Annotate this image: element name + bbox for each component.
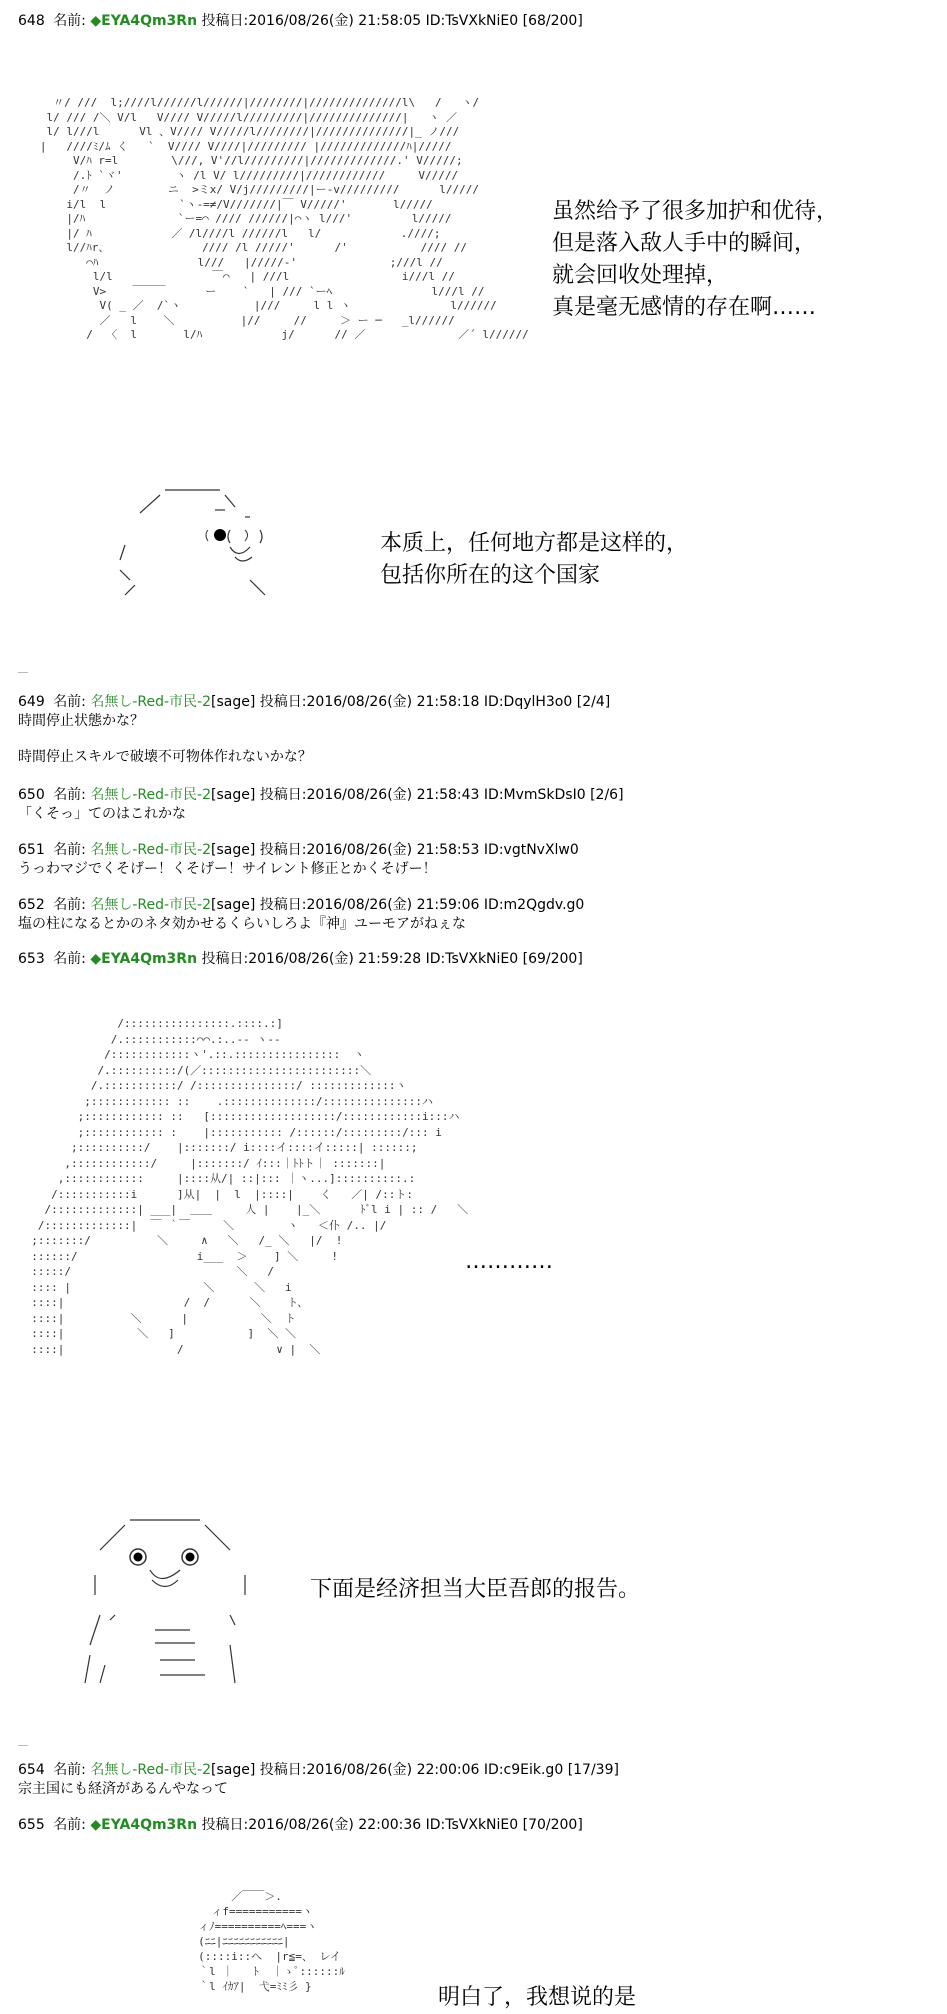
post-id[interactable]: ID:c9Eik.g0 xyxy=(483,1762,564,1778)
ascii-art-face-goro xyxy=(80,1515,260,1690)
post-count: [2/4] xyxy=(576,694,611,710)
poster-name: 名無し-Red-市民-2 xyxy=(90,787,212,803)
ascii-art-character: 〃/ /// l;////l//////l//////|////////|//////////////l\ / ヽ/ l/ /// /＼ V/l V//// V/////l/////////|//////////////| ヽ ／ l/ l///l Vl 、V//// V/////l////////|//////////////|_ ノ/// | ////ﾐ/ﾑ く ` V//// V////|///////// |/////////////ﾊ|///// V/ﾊ r=l \///, V'//l/////////|/////////////.' V/////; /.ﾄ `ヾ' ヽ /l V/ l/////////|//////////// V///// /〃 ノ ニ >ミx/ V/j/////////|ー-v///////// l///// i/l l `ヽ-=≠/V///////|￣ V/////' l///// |/ﾊ `ー=⌒ //// //////|⌒ヽ l///' l///// |/ ﾊ ／ /l////l //////l l/ .////; l//ﾊr、 //// /l /////' /' //// // ⌒ﾊ l/// |/////-' ;///l // l/l ￣⌒ | ///l i///l // V> ￣￣￣ ー ` | /// `ーﾍ l///l // V( _ ／ /`ヽ |/// l l ヽ l////// ／ l ＼ |// // ＞ ー ─ _l////// / 〈 l l/ﾊ j/ // ／ ／´ l////// xyxy=(39,96,529,341)
post-id[interactable]: ID:vgtNvXlw0 xyxy=(483,842,579,858)
post-date: 2016/08/26(金) 22:00:36 xyxy=(248,1817,422,1833)
sage-tag: [sage] xyxy=(211,1762,256,1778)
poster-name: 名無し-Red-市民-2 xyxy=(90,842,212,858)
post-id[interactable]: ID:m2Qgdv.g0 xyxy=(483,897,585,913)
post-id[interactable]: ID:TsVXkNiE0 xyxy=(425,951,519,967)
date-label: 投稿日: xyxy=(259,1762,307,1778)
post-id[interactable]: ID:DqylH3o0 xyxy=(483,694,573,710)
separator: ＿ xyxy=(18,664,28,675)
date-label: 投稿日: xyxy=(201,951,249,967)
post-number[interactable]: 653 xyxy=(18,951,45,967)
name-label: 名前: xyxy=(53,694,86,710)
caption-lines xyxy=(552,196,838,324)
date-label: 投稿日: xyxy=(259,694,307,710)
post-body: 宗主国にも経済があるんやなって xyxy=(18,1781,228,1797)
name-label: 名前: xyxy=(53,13,86,29)
post-body: うっわマジでくそげー！くそげー！サイレント修正とかくそげー！ xyxy=(18,861,437,877)
sage-tag: [sage] xyxy=(211,842,256,858)
ascii-art-face-small xyxy=(110,485,280,605)
post-body: 時間停止状態かな？ xyxy=(18,713,144,729)
post-header-652 xyxy=(18,896,584,914)
poster-name: 名無し-Red-市民-2 xyxy=(90,897,212,913)
post-id[interactable]: ID:TsVXkNiE0 xyxy=(425,13,519,29)
post-date: 2016/08/26(金) 21:58:43 xyxy=(306,787,480,803)
sage-tag: [sage] xyxy=(211,897,256,913)
caption-line: 但是落入敌人手中的瞬间， xyxy=(552,231,817,256)
name-label: 名前: xyxy=(53,897,86,913)
post-count: [68/200] xyxy=(522,13,583,29)
caption-lines: 明白了，我想说的是 xyxy=(438,1985,637,2010)
poster-name: 名無し-Red-市民-2 xyxy=(90,694,212,710)
caption-line: 真是毫无感情的存在啊…… xyxy=(552,295,817,320)
poster-trip: ◆EYA4Qm3Rn xyxy=(90,13,198,29)
sage-tag: [sage] xyxy=(211,694,256,710)
post-id[interactable]: ID:TsVXkNiE0 xyxy=(425,1817,519,1833)
date-label: 投稿日: xyxy=(201,1817,249,1833)
poster-trip: ◆EYA4Qm3Rn xyxy=(90,951,198,967)
post-header-654 xyxy=(18,1761,619,1779)
post-body: 時間停止スキルで破壊不可物体作れないかな？ xyxy=(18,749,312,765)
post-count: [70/200] xyxy=(522,1817,583,1833)
post-number[interactable]: 652 xyxy=(18,897,45,913)
post-date: 2016/08/26(金) 21:58:18 xyxy=(306,694,480,710)
post-body: 「くそっ」てのはこれかな xyxy=(18,806,186,822)
poster-trip: ◆EYA4Qm3Rn xyxy=(90,1817,198,1833)
separator: ＿ xyxy=(18,1737,28,1748)
caption-line: 虽然给予了很多加护和优待， xyxy=(552,199,839,224)
ascii-art-figure: /::::::::::::::::.::::.:] /.:::::::::::⌒⌒.:..-- ヽ-- /::::::::::::ヽ'.::.:::::::::::::::: ヽ /.::::::::::/(／::::::::::::::::::::::::＼ /.:::::::::::/ /:::::::::::::::/ :::::::::::::ヽ ;:::::::::::: :: .::::::::::::::/:::::::::::::::ハ ;:::::::::::: :: [:::::::::::::::::::/::::::::::::i:::ハ ;:::::::::::: : |::::::::::: /::::::/:::::::::/::: i ;::::::::::/ |:::::::/ i::::イ::::イ:::::| ::::::; ,::::::::::::/ |:::::::/ ｲ:::｜ﾄﾄト｜ :::::::| ,:::::::::::: |::::从/| ::|::: ｜ヽ...]::::::::::.: /:::::::::::i ]从| | l |::::| く ／| /::ト: /:::::::::::::| ___| ＿＿ 人 | |_＼ ﾄﾞl i | :: / ＼ /:::::::::::::| ￣ ｀￣ ＼ ヽ ＜仆 /.. |/ ;:::::::/ ＼ ∧ ＼ /_ ＼ |/ ! ::::::/ i___ ＞ ] ＼ ! :::::/ ＼ / :::: | ＼ ＼ i ::::| / / ＼ ト、 ::::| ＼ | ＼ ト ::::| ＼ ] ] ＼ ＼ ::::| / ∨ | ＼ xyxy=(31,1017,469,1356)
post-header-650 xyxy=(18,786,624,804)
post-body: 塩の柱になるとかのネタ効かせるくらいしろよ『神』ユーモアがねぇな xyxy=(18,916,466,932)
post-header-651 xyxy=(18,841,579,859)
post-number[interactable]: 655 xyxy=(18,1817,45,1833)
date-label: 投稿日: xyxy=(201,13,249,29)
sage-tag: [sage] xyxy=(211,787,256,803)
post-number[interactable]: 649 xyxy=(18,694,45,710)
ellipsis-caption: ………… xyxy=(465,1249,553,1274)
post-count: [2/6] xyxy=(590,787,624,803)
post-date: 2016/08/26(金) 22:00:06 xyxy=(306,1762,480,1778)
post-count: [17/39] xyxy=(567,1762,619,1778)
caption-line: 本质上，任何地方都是这样的， xyxy=(380,531,689,556)
date-label: 投稿日: xyxy=(259,897,307,913)
name-label: 名前: xyxy=(53,951,86,967)
name-label: 名前: xyxy=(53,1762,86,1778)
post-number[interactable]: 654 xyxy=(18,1762,45,1778)
post-header-649 xyxy=(18,693,610,711)
name-label: 名前: xyxy=(53,787,86,803)
caption-lines xyxy=(380,528,688,592)
post-number[interactable]: 650 xyxy=(18,787,45,803)
ascii-art-figure-bottom: ／￣￣＞. ィf===========ヽ ィﾉ==========ﾍ===ヽ (ﾆﾆ|ﾆﾆﾆﾆﾆﾆﾆﾆﾆﾆﾆ| (::::i::へ |r≦=、 レイ ｀l ｜ ﾄ ｜ゝﾟ::::::ﾙ ｀l ｲｶｱ| 弋=ﾐﾐ彡 } xyxy=(198,1890,345,1993)
name-label: 名前: xyxy=(53,842,86,858)
post-id[interactable]: ID:MvmSkDsI0 xyxy=(483,787,586,803)
date-label: 投稿日: xyxy=(259,842,307,858)
post-date: 2016/08/26(金) 21:58:05 xyxy=(248,13,422,29)
post-count: [69/200] xyxy=(522,951,583,967)
name-label: 名前: xyxy=(53,1817,86,1833)
post-header-655 xyxy=(18,1816,583,1834)
post-date: 2016/08/26(金) 21:58:53 xyxy=(306,842,480,858)
caption-line: 就会回收处理掉， xyxy=(552,263,729,288)
date-label: 投稿日: xyxy=(259,787,307,803)
poster-name: 名無し-Red-市民-2 xyxy=(90,1762,212,1778)
post-number[interactable]: 648 xyxy=(18,13,45,29)
post-date: 2016/08/26(金) 21:59:28 xyxy=(248,951,422,967)
caption-line: 包括你所在的这个国家 xyxy=(380,563,601,588)
post-header-648 xyxy=(18,12,583,30)
caption-lines: 下面是经济担当大臣吾郎的报告。 xyxy=(310,1577,641,1602)
post-number[interactable]: 651 xyxy=(18,842,45,858)
post-header-653 xyxy=(18,950,583,968)
post-date: 2016/08/26(金) 21:59:06 xyxy=(306,897,480,913)
